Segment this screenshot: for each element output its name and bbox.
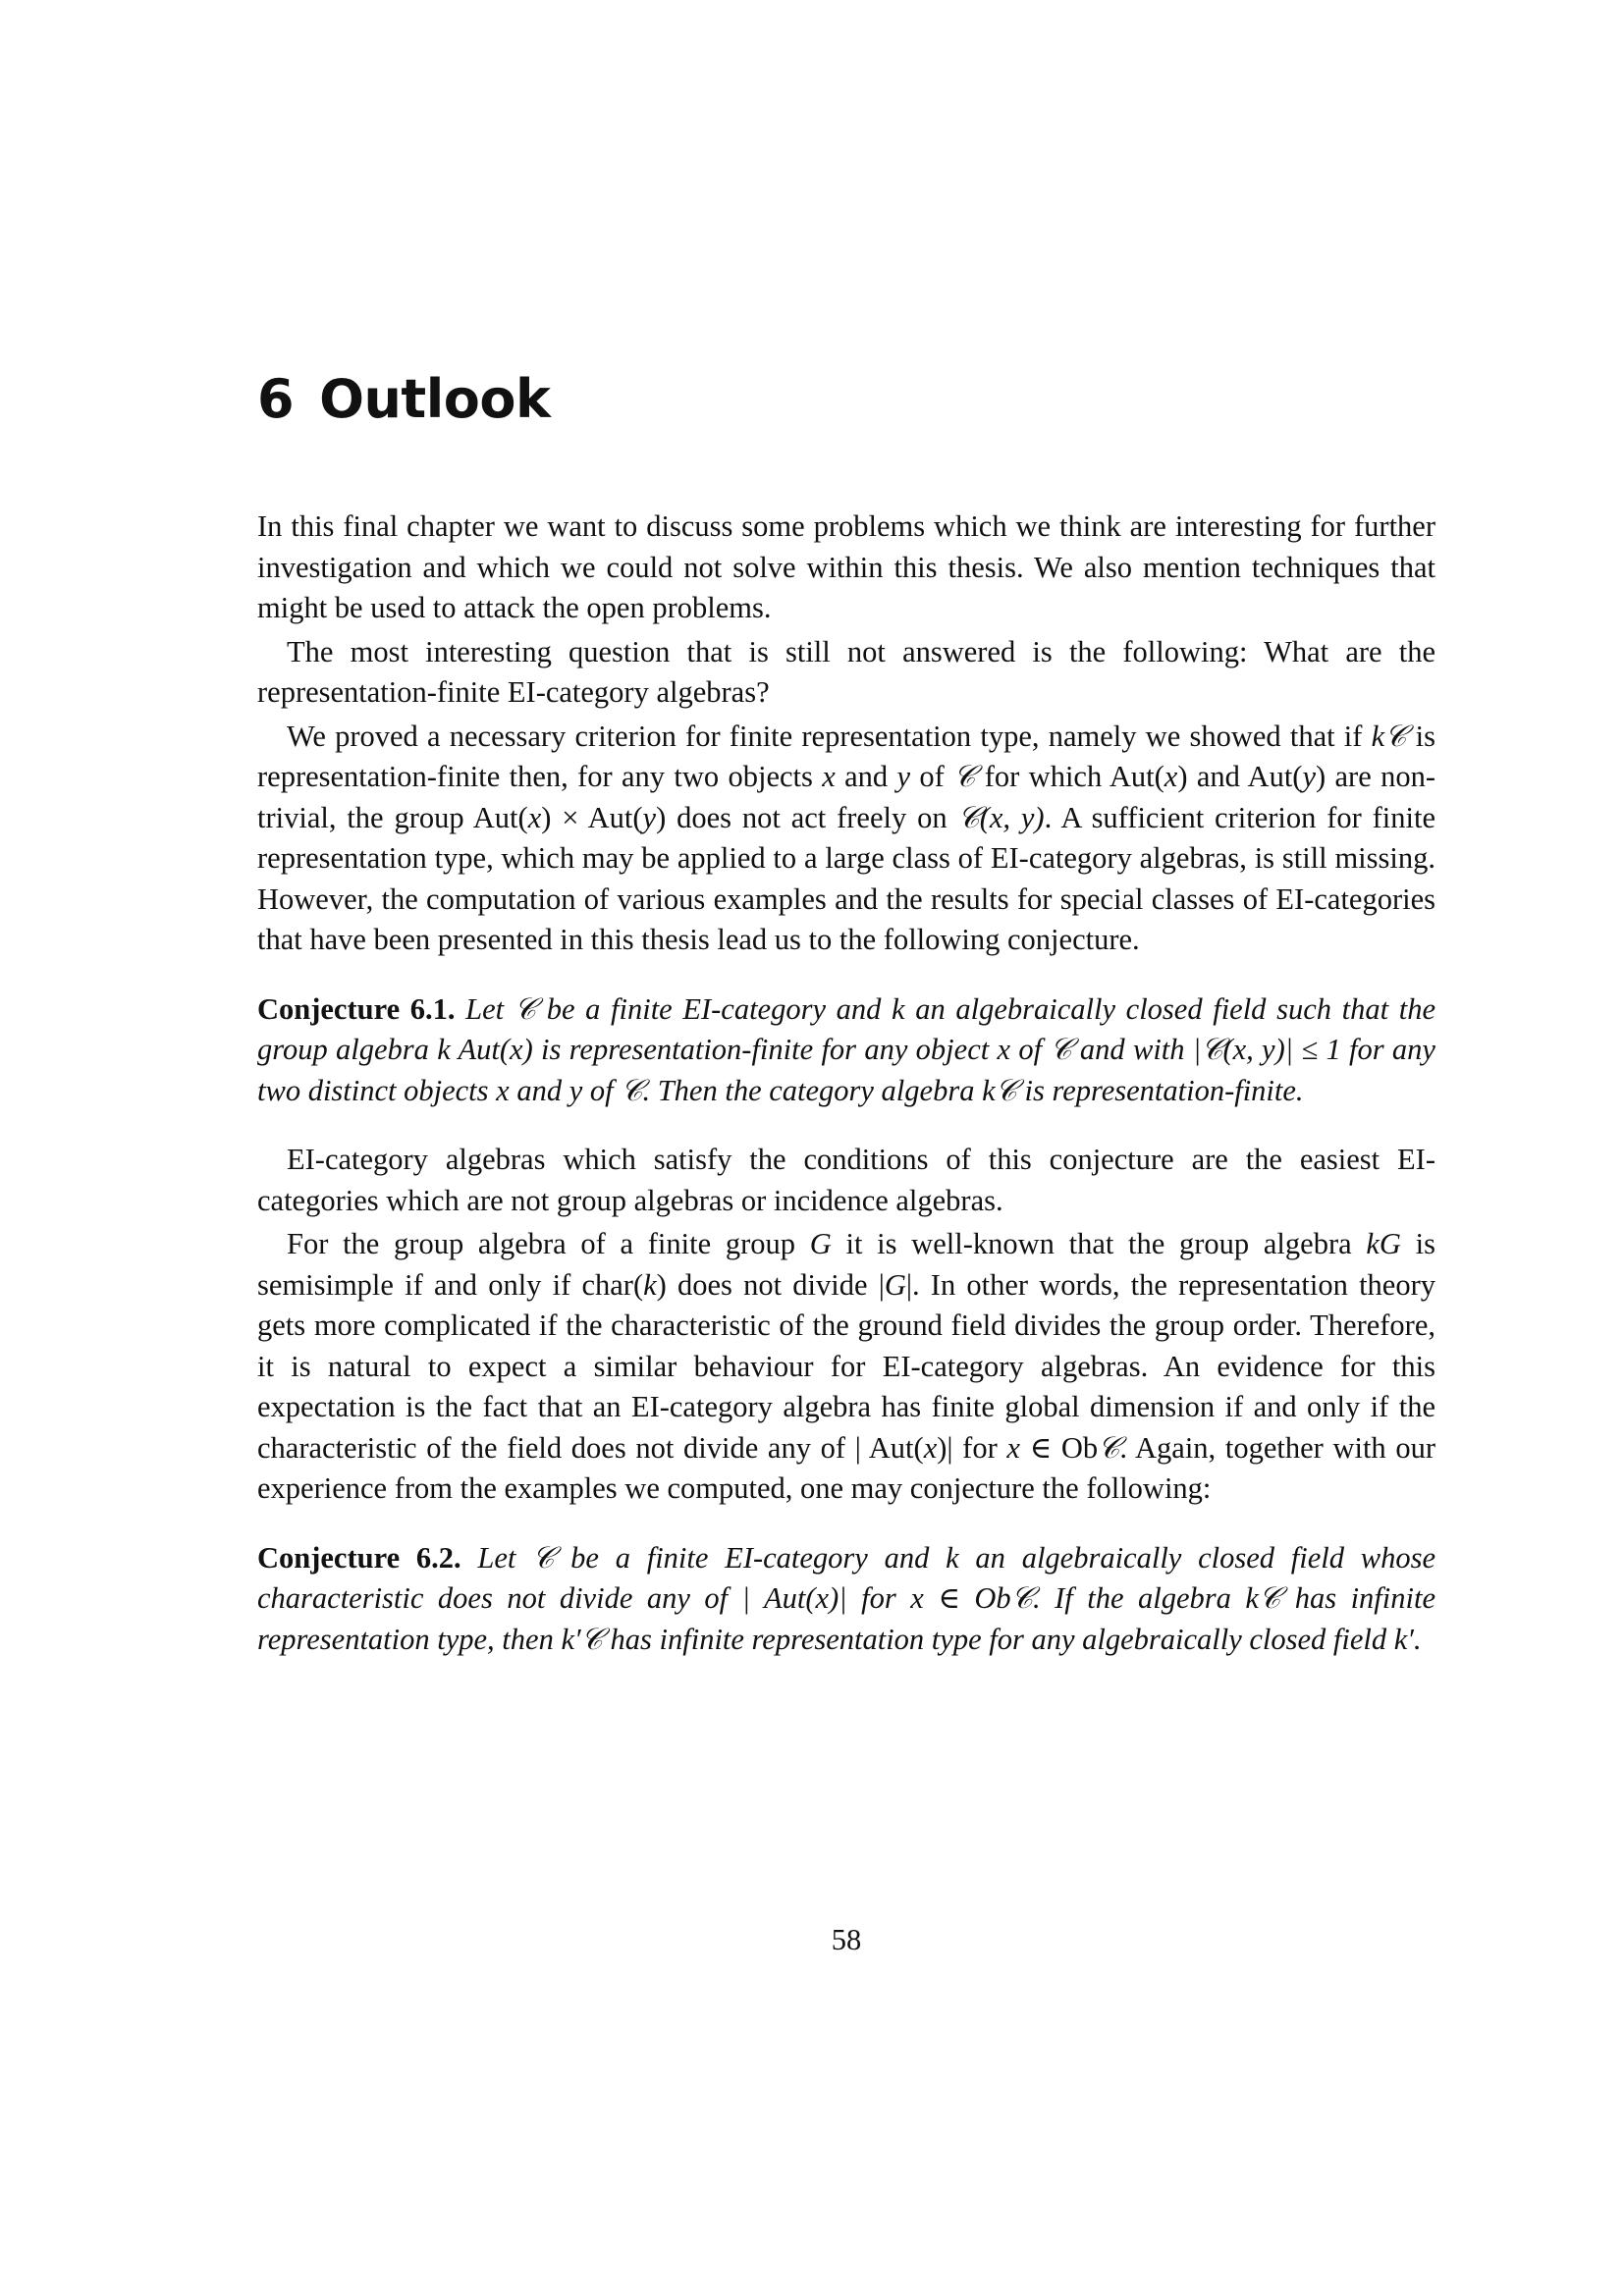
chapter-heading [257, 368, 551, 430]
paragraph-criterion: We proved a necessary criterion for finite representation type, namely we showed that if k𝒞 is representation-finite then, for any two objects x and y of 𝒞 for which Aut(x) and Aut(y) are non-trivial, the group Aut(x) × Aut(y) does not act freely on 𝒞(x, y). A sufficient criterion for finite representation type, which may be applied to a large class of EI-category algebras, is still missing. However, the computation of various examples and the results for special classes of EI-categories that have been presented in this thesis lead us to the following conjecture. [257, 719, 1436, 956]
paragraph-question: The most interesting question that is still not answered is the following: What are the representation-finite EI-category algebras? [257, 634, 1435, 709]
document-page [257, 0, 1435, 2296]
paragraph-group-algebra: For the group algebra of a finite group G it is well-known that the group algebra kG is semisimple if and only if char(k) does not divide |G|. In other words, the representation theory gets more complicated if the characteristic of the ground field divides the group order. Therefore, it is natural to expect a similar behaviour for EI-category algebras. An evidence for this expectation is the fact that an EI-category algebra has finite global dimension if and only if the characteristic of the field does not divide any of | Aut(x)| for x ∈ Ob𝒞. Again, together with our experience from the examples we computed, one may conjecture the following: [257, 1227, 1435, 1505]
chapter-title: Outlook [319, 368, 551, 430]
conjecture-statement: Let 𝒞 be a finite EI-category and k an algebraically closed field whose characteristic does not divide any of | Aut(x)| for x ∈ Ob𝒞. If the algebra k𝒞 has infinite representation type, then k′𝒞 has infinite representation type for any algebraically closed field k′. [257, 1540, 1435, 1656]
chapter-body [257, 507, 1435, 1688]
conjecture-label: Conjecture 6.1. [257, 991, 456, 1026]
conjecture-label: Conjecture 6.2. [257, 1540, 461, 1575]
conjecture-6-1 [257, 989, 1435, 1112]
paragraph-easiest: EI-category algebras which satisfy the conditions of this conjecture are the easiest EI-categories which are not group algebras or incidence algebras. [257, 1143, 1435, 1217]
page-number: 58 [831, 1923, 862, 1956]
chapter-number: 6 [257, 368, 295, 430]
paragraph-intro: In this final chapter we want to discuss some problems which we think are interesting for further investigation and which we could not solve within this thesis. We also mention techniques that might be used to attack the open problems. [257, 509, 1435, 624]
conjecture-statement: Let 𝒞 be a finite EI-category and k an algebraically closed field such that the group algebra k Aut(x) is representation-finite for any object x of 𝒞 and with |𝒞(x, y)| ≤ 1 for any two distinct objects x and y of 𝒞. Then the category algebra k𝒞 is representation-finite. [257, 991, 1435, 1107]
conjecture-6-2 [257, 1538, 1435, 1661]
